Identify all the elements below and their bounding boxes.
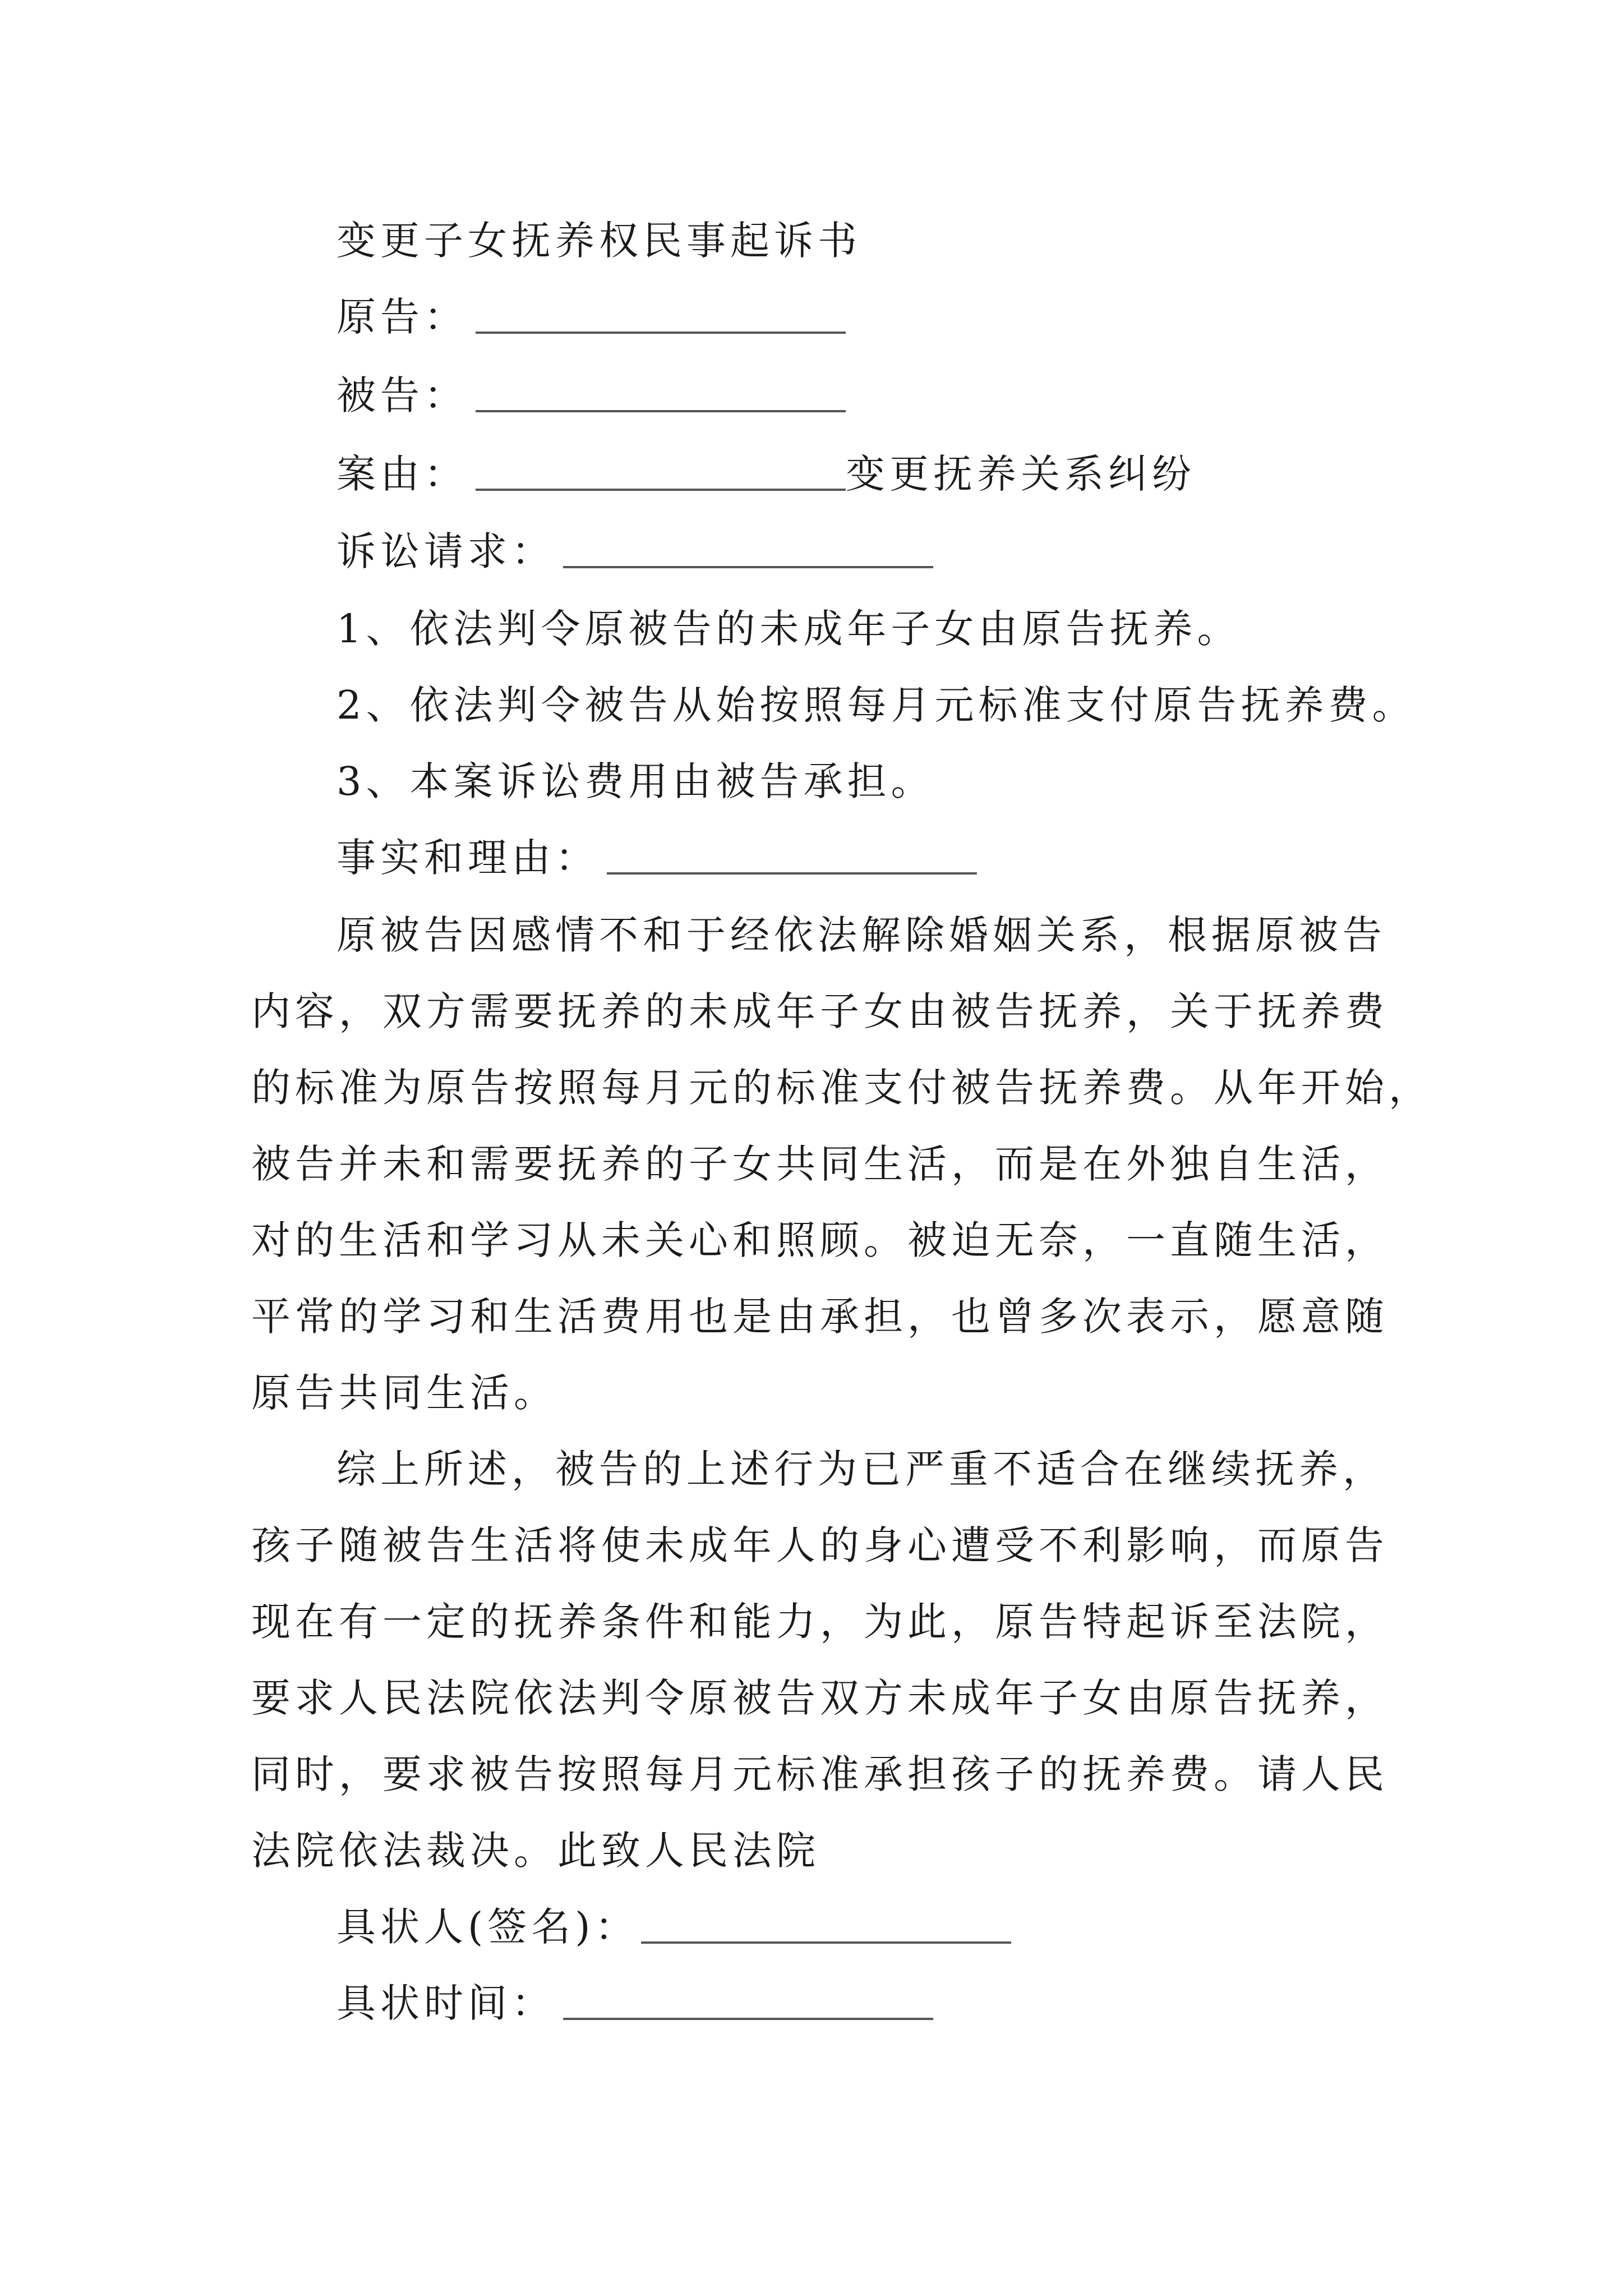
plaintiff-field [336,294,846,340]
date-label: 具状时间： [336,1980,555,2026]
paragraph-line: 综上所述，被告的上述行为已严重不适合在继续抚养， [336,1446,1386,1492]
paragraph-line: 要求人民法院依法判令原被告双方未成年子女由原告抚养， [251,1675,1389,1721]
date-field [336,1980,933,2026]
facts-label: 事实和理由： [336,835,599,881]
paragraph-line: 平常的学习和生活费用也是由承担，也曾多次表示，愿意随 [251,1294,1389,1340]
claim-item: 1、依法判令原被告的未成年子女由原告抚养。 [336,606,1241,652]
signer-field [336,1904,1011,1950]
defendant-label: 被告： [336,372,468,418]
cause-blank [476,486,846,491]
paragraph-line: 被告并未和需要抚养的子女共同生活，而是在外独自生活， [251,1141,1389,1187]
paragraph-line: 内容，双方需要抚养的未成年子女由被告抚养，关于抚养费 [251,988,1389,1034]
date-blank [563,2016,933,2020]
plaintiff-label: 原告： [336,294,468,340]
facts-blank [607,870,977,875]
plaintiff-blank [476,329,846,334]
paragraph-line: 原告共同生活。 [251,1370,557,1416]
document-title: 变更子女抚养权民事起诉书 [336,218,861,264]
paragraph-line: 现在有一定的抚养条件和能力，为此，原告特起诉至法院， [251,1599,1389,1645]
claims-blank [563,564,933,568]
claims-heading [336,528,933,574]
signer-label: 具状人(签名)： [336,1904,639,1950]
cause-label: 案由： [336,451,468,497]
facts-heading [336,835,977,881]
cause-value: 变更抚养关系纠纷 [846,451,1196,497]
paragraph-line: 的标准为原告按照每月元的标准支付被告抚养费。从年开始， [251,1065,1432,1111]
paragraph-line: 孩子随被告生活将使未成年人的身心遭受不利影响，而原告 [251,1522,1389,1568]
claims-label: 诉讼请求： [336,528,555,574]
paragraph-line: 法院依法裁决。此致人民法院 [251,1828,820,1874]
defendant-blank [476,408,846,412]
paragraph-line: 同时，要求被告按照每月元标准承担孩子的抚养费。请人民 [251,1751,1389,1797]
signer-blank [641,1939,1011,1944]
claim-item: 2、依法判令被告从始按照每月元标准支付原告抚养费。 [336,682,1416,728]
paragraph-line: 对的生活和学习从未关心和照顾。被迫无奈，一直随生活， [251,1217,1389,1263]
paragraph-line: 原被告因感情不和于经依法解除婚姻关系，根据原被告 [336,912,1386,958]
cause-field [336,451,1196,497]
defendant-field [336,372,846,418]
claim-item: 3、本案诉讼费用由被告承担。 [336,758,935,804]
